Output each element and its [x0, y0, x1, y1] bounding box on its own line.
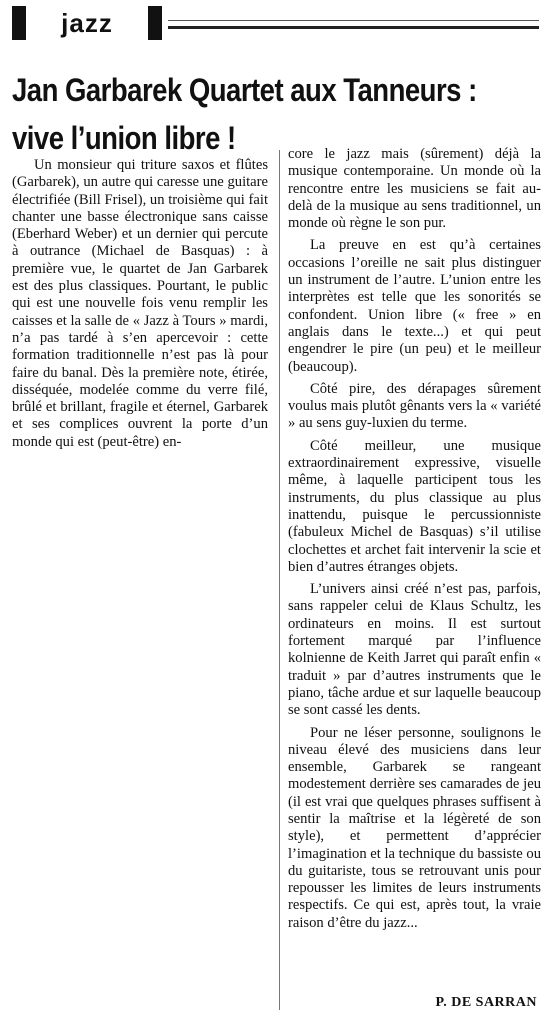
- article-column-right: [288, 146, 541, 937]
- paragraph: L’univers ainsi créé n’est pas, parfois, sans rappeler celui de Klaus Schultz, les ordinateurs en moins. Il est surtout fortement marqué par l’influence kolnienne de Keith Jarret qui paraît enfin « traduit » par d’autres instruments que le piano, tâche ardue et sur laquelle beaucoup se sont cassé les dents.: [288, 581, 541, 719]
- byline: P. DE SARRAN: [435, 995, 537, 1010]
- paragraph: Côté pire, des dérapages sûrement voulus mais plutôt gênants vers la « variété » au sens guy-luxien du terme.: [288, 380, 541, 432]
- rubric-rule: [168, 26, 539, 29]
- paragraph: Pour ne léser personne, soulignons le niveau élevé des musiciens dans leur ensemble, Garbarek se rangeant modestement derrière ses camarades de jeu (il est vrai que quelques phrases suffisent à sentir la maîtrise et la légèreté de son style), et permettent d’apprécier l’imagination et la technique du bassiste ou du guitariste, tous se retrouvant unis pour repousser les limites de leurs instruments respectifs. Ce qui est, après tout, la vraie raison d’être du jazz...: [288, 724, 541, 931]
- paragraph: Un monsieur qui triture saxos et flûtes (Garbarek), un autre qui caresse une guitare électrifiée (Bill Frisel), un troisième qui fait chanter une basse électronique sans caisse (Eberhard Weber) et un dernier qui percute à outrance (Michael de Basquas) : à première vue, le quartet de Jan Garbarek est des plus classiques. Pourtant, le public qui est une nouvelle fois venu remplir les caisses et la salle de « Jazz à Tours » mardi, n’a pas tardé à s’en apercevoir : cette formation traditionnelle n’est pas là pour faire du banal. Dès la première note, étirée, disséquée, modelée comme du verre filé, brûlé et brillant, fragile et éternel, Garbarek et ses complices ouvrent la porte d’un monde qui est (peut-être) en-: [12, 157, 268, 450]
- headline-line-1: Jan Garbarek Quartet aux Tanneurs :: [12, 72, 477, 108]
- column-divider: [279, 150, 280, 1010]
- headline-line-2: vive l’union libre !: [12, 120, 236, 156]
- article-column-left: [12, 157, 268, 456]
- paragraph: La preuve en est qu’à certaines occasions l’oreille ne sait plus distinguer un instrument de l’autre. L’union entre les interprètes est telle que les sonorités se confondent. Union libre (« free » en anglais dans le texte...) et qui peut engendrer le pire (un peu) et le meilleur (beaucoup).: [288, 237, 541, 375]
- rubric-label: jazz: [20, 6, 154, 40]
- rubric-rule-thin: [168, 20, 539, 21]
- paragraph: Côté meilleur, une musique extraordinairement expressive, visuelle même, à laquelle participent tous les instruments, du plus classique au plus inattendu, puisque le percussionniste (fabuleux Michel de Basquas) s’il utilise clochettes et archet fait intervenir la scie et bien d’autres étranges objets.: [288, 437, 541, 575]
- paragraph-continuation: core le jazz mais (sûrement) déjà la musique contemporaine. Un monde où la rencontre entre les musiciens se fait au-delà de la musique au sens traditionnel, un monde où règne le son pur.: [288, 146, 541, 232]
